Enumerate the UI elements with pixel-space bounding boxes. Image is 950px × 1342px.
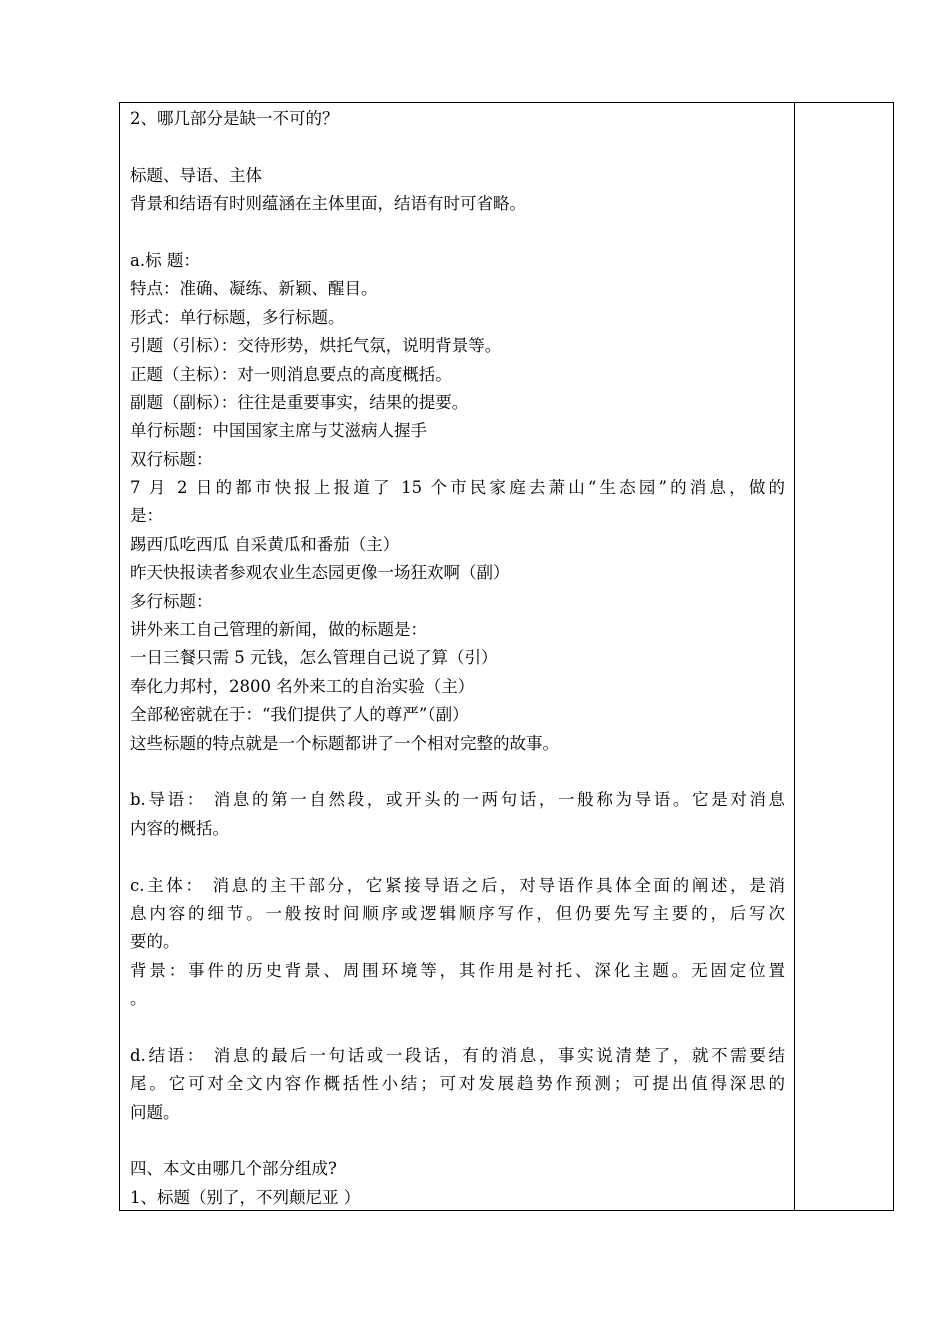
text-line: 全部秘密就在于：“我们提供了人的尊严”（副） [130,705,469,725]
blank-line [130,219,785,247]
text-line: 单行标题：中国国家主席与艾滋病人握手 [130,421,427,441]
text-line: 要的。 [130,932,180,952]
text-line: 双行标题： [130,449,213,469]
text-line: 标题、导语、主体 [130,165,262,185]
text-line: c.主体： 消息的主干部分，它紧接导语之后，对导语作具体全面的阐述，是消 [130,875,785,895]
content-cell [130,105,785,1212]
document-table [119,102,894,1211]
text-line: 。 [130,989,147,1009]
text-line: 踢西瓜吃西瓜 自采黄瓜和番茄（主） [130,534,400,554]
text-line: 7 月 2 日的都市快报上报道了 15 个市民家庭去萧山“生态园”的消息，做的 [130,478,785,498]
blank-line [130,758,785,786]
text-line: 息内容的细节。一般按时间顺序或逻辑顺序写作，但仍要先写主要的，后写次 [130,903,785,923]
text-line: a.标 题： [130,250,200,270]
text-line: 引题（引标）：交待形势，烘托气氛，说明背景等。 [130,336,502,356]
text-line: 奉化力邦村，2800 名外来工的自治实验（主） [130,676,475,696]
text-line: 形式：单行标题，多行标题。 [130,307,345,327]
text-line: b.导语： 消息的第一自然段，或开头的一两句话，一般称为导语。它是对消息 [130,790,785,810]
column-divider [794,103,795,1210]
text-line: 内容的概括。 [130,818,229,838]
text-line: 四、本文由哪几个部分组成? [130,1159,337,1179]
text-line: 这些标题的特点就是一个标题都讲了一个相对完整的故事。 [130,733,559,753]
text-line: 背景：事件的历史背景、周围环境等，其作用是衬托、深化主题。无固定位置 [130,960,785,980]
text-line: 特点：准确、凝练、新颖、醒目。 [130,279,378,299]
text-line: 昨天快报读者参观农业生态园更像一场狂欢啊（副） [130,563,510,583]
text-line: 讲外来工自己管理的新闻，做的标题是： [130,620,427,640]
text-line: 一日三餐只需 5 元钱，怎么管理自己说了算（引） [130,648,498,668]
blank-line [130,1127,785,1155]
text-line: 是： [130,506,163,526]
text-line: 2、哪几部分是缺一不可的？ [130,109,339,128]
blank-line [130,133,785,161]
text-line: 副题（副标）：往往是重要事实，结果的提要。 [130,392,469,412]
blank-line [130,843,785,871]
text-line: d.结语： 消息的最后一句话或一段话，有的消息，事实说清楚了，就不需要结 [130,1045,785,1065]
text-line: 正题（主标）：对一则消息要点的高度概括。 [130,364,452,384]
text-line: 背景和结语有时则蕴涵在主体里面，结语有时可省略。 [130,194,526,214]
text-line: 1、标题（别了，不列颠尼亚 ） [130,1187,361,1207]
blank-line [130,1014,785,1042]
text-line: 问题。 [130,1102,180,1122]
text-line: 尾。它可对全文内容作概括性小结；可对发展趋势作预测；可提出值得深思的 [130,1074,785,1094]
text-line: 多行标题： [130,591,213,611]
